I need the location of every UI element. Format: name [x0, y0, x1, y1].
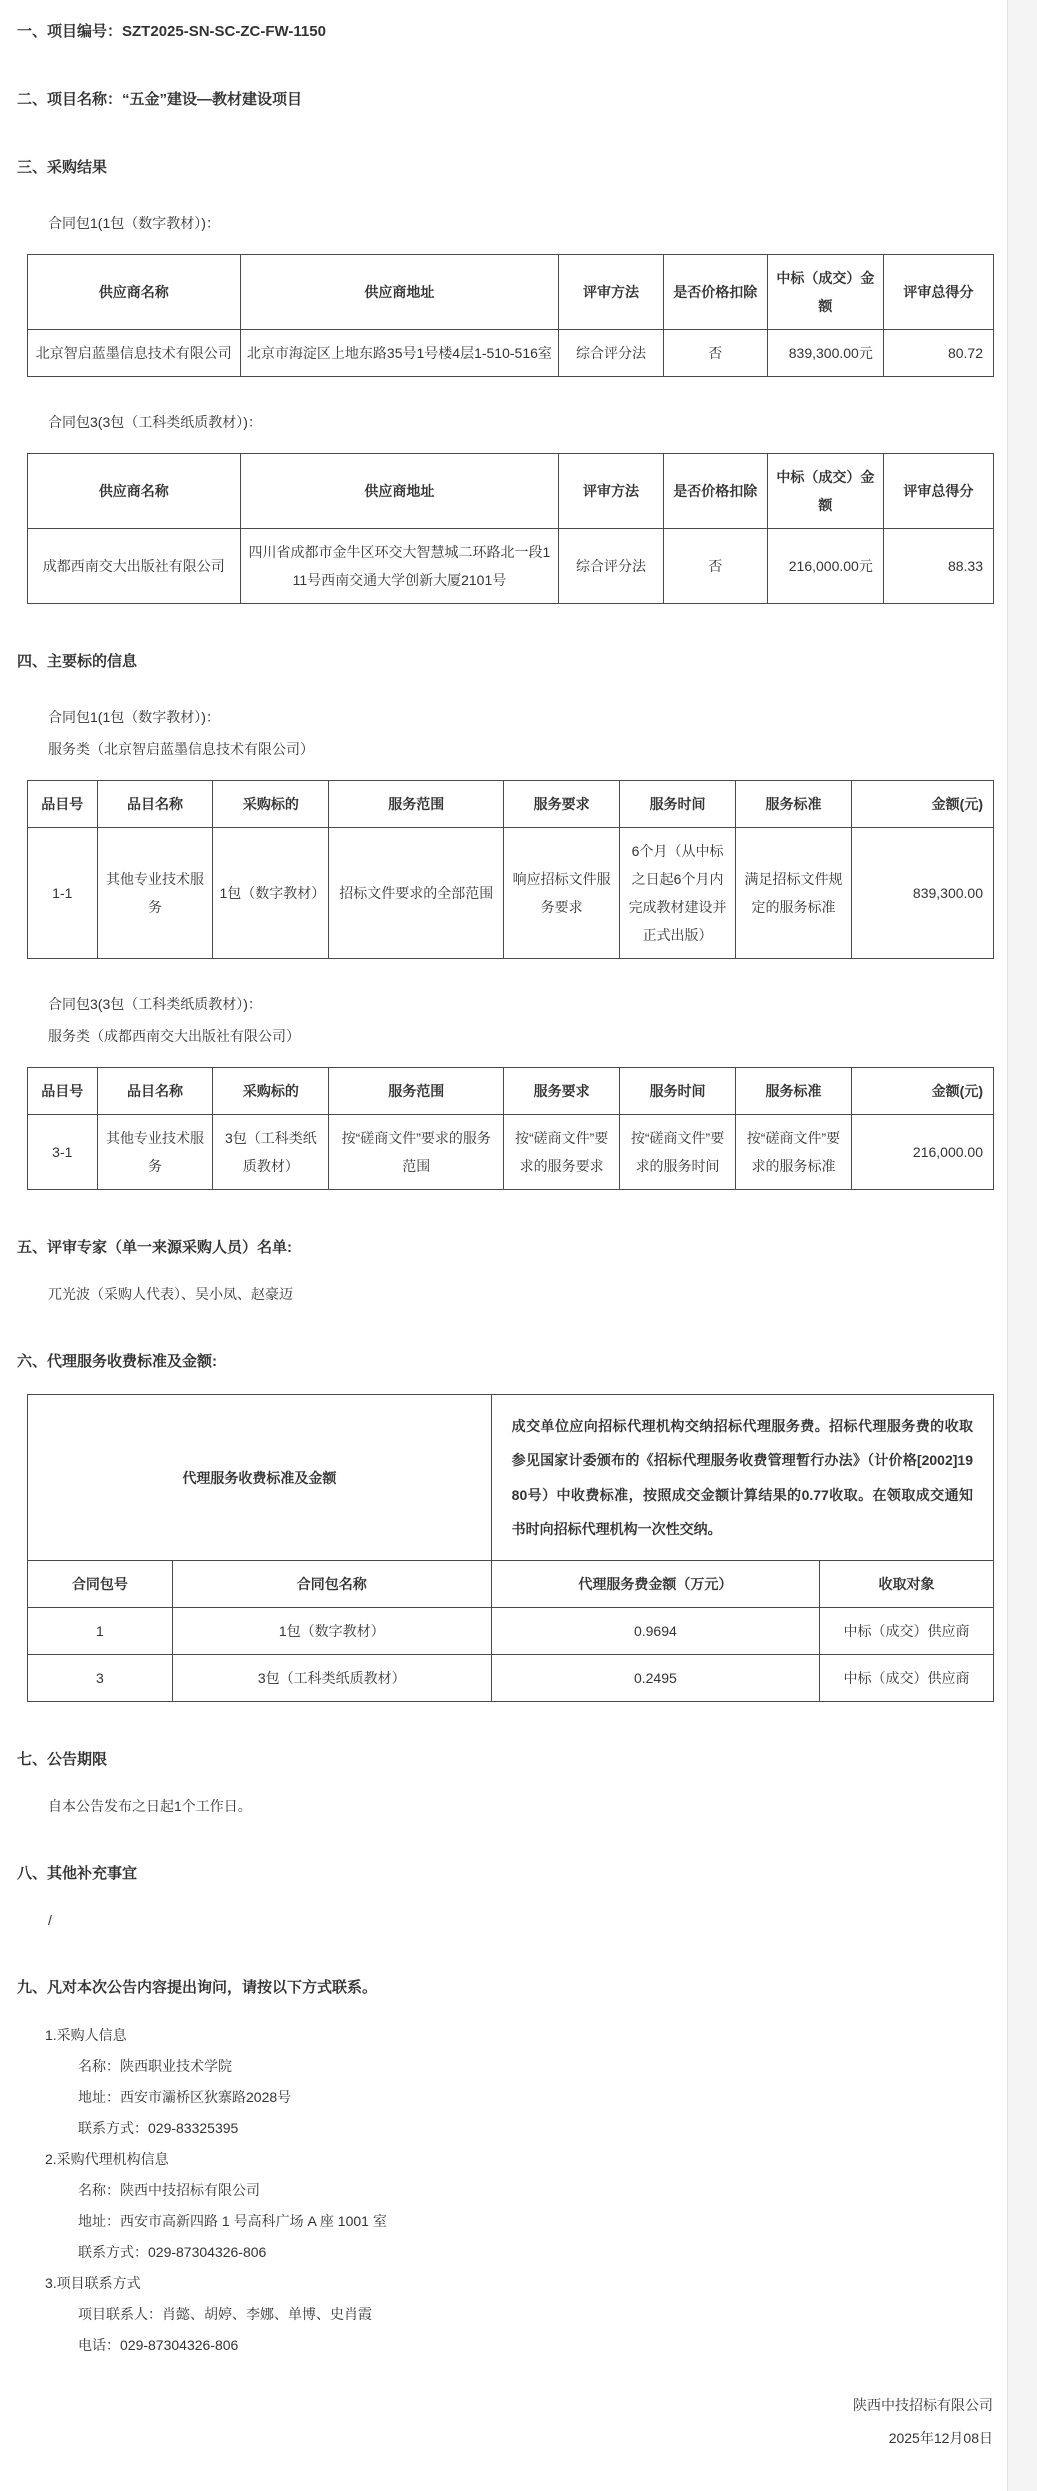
item-name: 其他专业技术服务 — [97, 828, 213, 959]
other-matters-body: / — [48, 1912, 52, 1929]
fee-standard-label: 代理服务收费标准及金额 — [28, 1395, 492, 1561]
col-service-time: 服务时间 — [620, 1068, 736, 1115]
col-item-no: 品目号 — [28, 1068, 98, 1115]
results-table-package3 — [27, 453, 994, 604]
col-service-requirement: 服务要求 — [504, 1068, 620, 1115]
fee-standard-note: 成交单位应向招标代理机构交纳招标代理服务费。招标代理服务费的收取参见国家计委颁布的《招标代理服务收费管理暂行办法》（计价格[2002]1980号）中收费标准，按照成交金额计算结果的0.77收取。在领取成交通知书时向招标代理机构一次性交纳。 — [491, 1395, 993, 1561]
service-standard: 满足招标文件规定的服务标准 — [736, 828, 852, 959]
col-price-deduction: 是否价格扣除 — [663, 454, 767, 529]
col-review-method: 评审方法 — [559, 454, 663, 529]
col-procurement-target: 采购标的 — [213, 781, 329, 828]
purchaser-name: 名称：陕西职业技术学院 — [78, 2058, 232, 2075]
experts-heading: 五、评审专家（单一来源采购人员）名单: — [17, 1239, 292, 1256]
main-info-package1-category: 服务类（北京智启蓝墨信息技术有限公司） — [48, 741, 314, 757]
col-item-name: 品目名称 — [97, 1068, 213, 1115]
main-info-heading: 四、主要标的信息 — [17, 653, 138, 670]
project-name-value: “五金”建设—教材建设项目 — [122, 91, 303, 108]
service-standard: 按“磋商文件”要求的服务标准 — [736, 1115, 852, 1190]
table-row — [28, 330, 994, 377]
package-name: 1包（数字教材） — [172, 1608, 491, 1655]
signature-company: 陕西中技招标有限公司 — [853, 2397, 993, 2414]
table-header-row — [28, 1561, 994, 1608]
table-header-row — [28, 781, 994, 828]
project-number-label: 一、项目编号： — [17, 23, 123, 40]
agency-fee-heading: 六、代理服务收费标准及金额: — [17, 1353, 217, 1370]
main-info-table-package3 — [27, 1067, 994, 1190]
col-supplier-address: 供应商地址 — [240, 255, 559, 330]
col-price-deduction: 是否价格扣除 — [663, 255, 767, 330]
notice-period-body: 自本公告发布之日起1个工作日。 — [48, 1798, 252, 1815]
supplier-address: 北京市海淀区上地东路35号1号楼4层1-510-516室 — [240, 330, 559, 377]
supplier-address: 四川省成都市金牛区环交大智慧城二环路北一段111号西南交通大学创新大厦2101号 — [240, 529, 559, 604]
item-name: 其他专业技术服务 — [97, 1115, 213, 1190]
contact-heading: 九、凡对本次公告内容提出询问，请按以下方式联系。 — [17, 1979, 378, 1997]
service-scope: 按“磋商文件”要求的服务范围 — [329, 1115, 504, 1190]
project-name-label: 二、项目名称： — [17, 91, 123, 108]
project-contact-title: 3.项目联系方式 — [45, 2275, 141, 2292]
col-amount: 金额(元) — [851, 1068, 993, 1115]
agency-info-title: 2.采购代理机构信息 — [45, 2151, 169, 2168]
contact-section — [45, 2020, 993, 2361]
agency-fee: 0.2495 — [491, 1655, 819, 1702]
col-service-standard: 服务标准 — [736, 781, 852, 828]
signature-date: 2025年12月08日 — [888, 2430, 993, 2447]
amount: 216,000.00 — [851, 1115, 993, 1190]
purchaser-address: 地址：西安市灞桥区狄寨路2028号 — [78, 2089, 292, 2106]
service-requirement: 按“磋商文件”要求的服务要求 — [504, 1115, 620, 1190]
col-award-amount: 中标（成交）金额 — [767, 454, 883, 529]
package1-title: 合同包1(1包（数字教材）)： — [48, 215, 220, 231]
project-number-heading — [17, 22, 993, 42]
review-score: 88.33 — [883, 529, 993, 604]
col-fee-payer: 收取对象 — [820, 1561, 994, 1608]
service-requirement: 响应招标文件服务要求 — [504, 828, 620, 959]
table-header-row — [28, 1068, 994, 1115]
service-time: 6个月（从中标之日起6个月内完成教材建设并正式出版） — [620, 828, 736, 959]
fee-payer: 中标（成交）供应商 — [820, 1655, 994, 1702]
results-heading: 三、采购结果 — [17, 159, 108, 176]
fee-note-row — [28, 1395, 994, 1561]
col-supplier-name: 供应商名称 — [28, 255, 241, 330]
price-deduction: 否 — [663, 330, 767, 377]
package-name: 3包（工科类纸质教材） — [172, 1655, 491, 1702]
col-package-no: 合同包号 — [28, 1561, 173, 1608]
agency-name: 名称：陕西中技招标有限公司 — [78, 2182, 260, 2199]
review-score: 80.72 — [883, 330, 993, 377]
project-number-value: SZT2025-SN-SC-ZC-FW-1150 — [122, 23, 326, 40]
col-supplier-address: 供应商地址 — [240, 454, 559, 529]
procurement-target: 3包（工科类纸质教材） — [213, 1115, 329, 1190]
col-review-score: 评审总得分 — [883, 255, 993, 330]
table-row — [28, 1608, 994, 1655]
col-item-name: 品目名称 — [97, 781, 213, 828]
item-no: 3-1 — [28, 1115, 98, 1190]
results-table-package1 — [27, 254, 994, 377]
col-service-requirement: 服务要求 — [504, 781, 620, 828]
table-row — [28, 828, 994, 959]
project-contacts: 项目联系人：肖懿、胡婷、李娜、单博、史肖霞 — [78, 2306, 372, 2323]
procurement-target: 1包（数字教材） — [213, 828, 329, 959]
other-matters-heading: 八、其他补充事宜 — [17, 1865, 138, 1883]
main-info-table-package1 — [27, 780, 994, 959]
main-info-package1-title: 合同包1(1包（数字教材）)： — [48, 709, 220, 725]
col-review-score: 评审总得分 — [883, 454, 993, 529]
col-agency-fee: 代理服务费金额（万元） — [491, 1561, 819, 1608]
col-supplier-name: 供应商名称 — [28, 454, 241, 529]
award-amount: 216,000.00元 — [767, 529, 883, 604]
agency-fee: 0.9694 — [491, 1608, 819, 1655]
agency-phone: 联系方式：029-87304326-806 — [78, 2244, 267, 2261]
package3-title: 合同包3(3包（工科类纸质教材）)： — [48, 414, 262, 430]
experts-names: 兀光波（采购人代表）、吴小凤、赵豪迈 — [48, 1286, 293, 1302]
col-package-name: 合同包名称 — [172, 1561, 491, 1608]
notice-period-heading: 七、公告期限 — [17, 1751, 108, 1769]
signature-block — [0, 2389, 993, 2455]
main-info-package3-title: 合同包3(3包（工科类纸质教材）)： — [48, 996, 262, 1012]
col-award-amount: 中标（成交）金额 — [767, 255, 883, 330]
service-time: 按“磋商文件”要求的服务时间 — [620, 1115, 736, 1190]
col-service-time: 服务时间 — [620, 781, 736, 828]
col-amount: 金额(元) — [851, 781, 993, 828]
price-deduction: 否 — [663, 529, 767, 604]
col-procurement-target: 采购标的 — [213, 1068, 329, 1115]
table-header-row — [28, 454, 994, 529]
main-info-package3-category: 服务类（成都西南交大出版社有限公司） — [48, 1028, 300, 1044]
table-header-row — [28, 255, 994, 330]
col-service-scope: 服务范围 — [329, 1068, 504, 1115]
agency-fee-table — [27, 1394, 994, 1702]
service-scope: 招标文件要求的全部范围 — [329, 828, 504, 959]
col-service-standard: 服务标准 — [736, 1068, 852, 1115]
table-row — [28, 1655, 994, 1702]
project-name-heading — [17, 90, 993, 110]
review-method: 综合评分法 — [559, 330, 663, 377]
supplier-name: 北京智启蓝墨信息技术有限公司 — [28, 330, 241, 377]
award-amount: 839,300.00元 — [767, 330, 883, 377]
supplier-name: 成都西南交大出版社有限公司 — [28, 529, 241, 604]
col-service-scope: 服务范围 — [329, 781, 504, 828]
amount: 839,300.00 — [851, 828, 993, 959]
package-no: 1 — [28, 1608, 173, 1655]
purchaser-info-title: 1.采购人信息 — [45, 2027, 127, 2044]
item-no: 1-1 — [28, 828, 98, 959]
table-row — [28, 1115, 994, 1190]
agency-address: 地址：西安市高新四路 1 号高科广场 A 座 1001 室 — [78, 2213, 387, 2230]
package-no: 3 — [28, 1655, 173, 1702]
project-phone: 电话：029-87304326-806 — [78, 2337, 239, 2354]
col-review-method: 评审方法 — [559, 255, 663, 330]
purchaser-phone: 联系方式：029-83325395 — [78, 2120, 239, 2137]
col-item-no: 品目号 — [28, 781, 98, 828]
fee-payer: 中标（成交）供应商 — [820, 1608, 994, 1655]
review-method: 综合评分法 — [559, 529, 663, 604]
table-row — [28, 529, 994, 604]
